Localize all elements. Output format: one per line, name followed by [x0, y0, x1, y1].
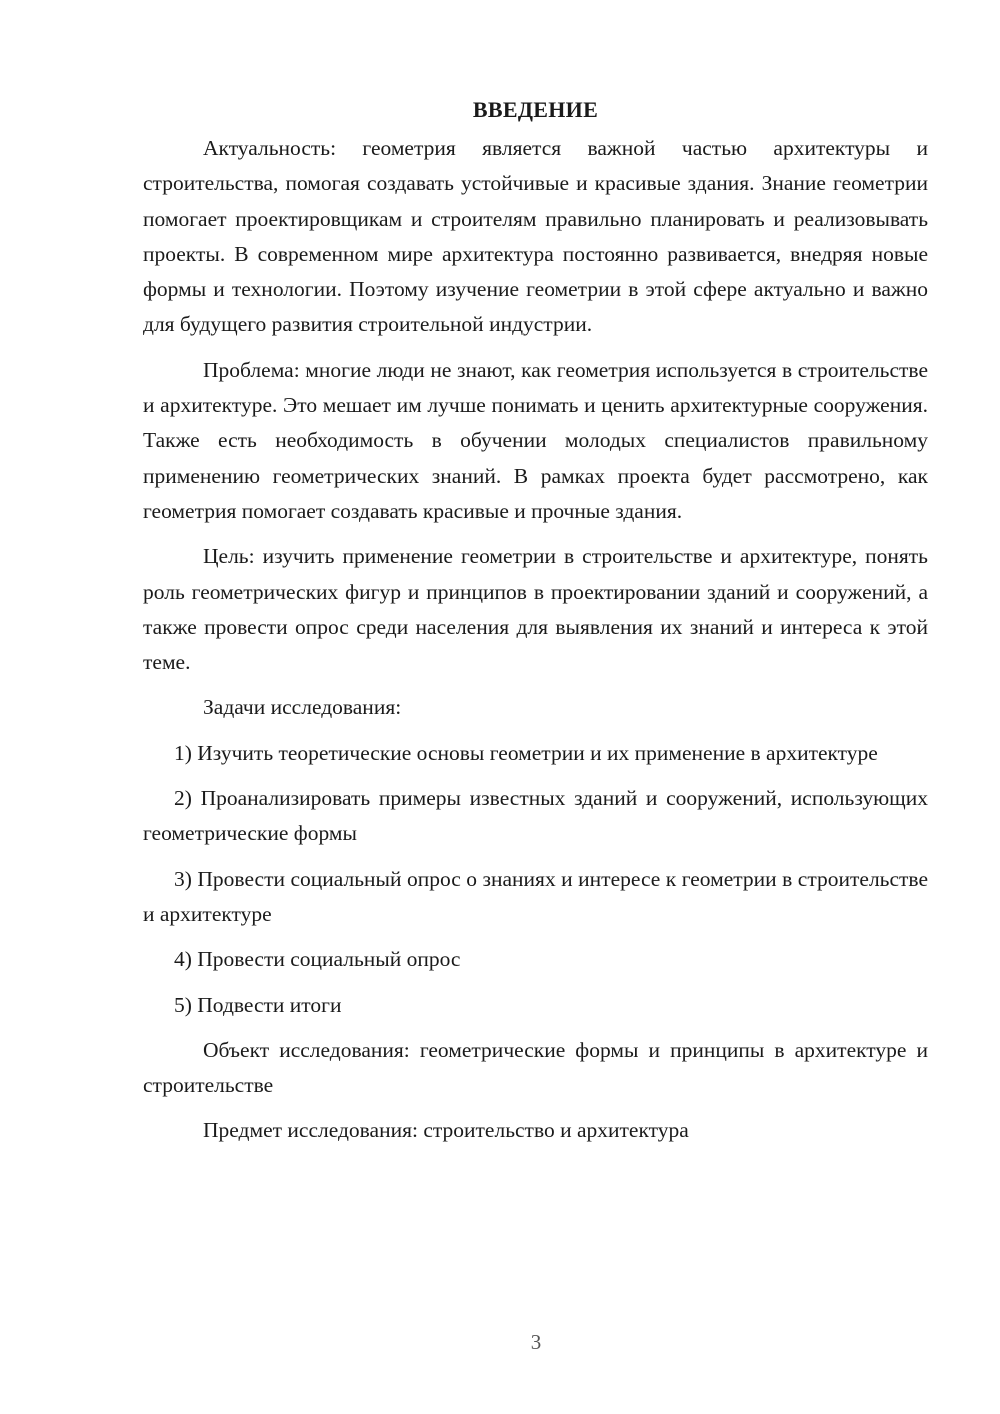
problem-paragraph: Проблема: многие люди не знают, как геометрия используется в строительстве и архитектуре. Это мешает им лучше понимать и ценить архитектурные сооружения. Также есть необходимость в обучении молодых специалистов правильному применению геометрических знаний. В рамках проекта будет рассмотрено, как геометрия помогает создавать красивые и прочные здания. — [143, 357, 928, 523]
page-number: 3 — [530, 1330, 542, 1354]
object-paragraph: Объект исследования: геометрические формы и принципы в архитектуре и строительстве — [143, 1037, 928, 1098]
task-item: 3) Провести социальный опрос о знаниях и интересе к геометрии в строительстве и архитектуре — [143, 866, 928, 926]
goal-paragraph: Цель: изучить применение геометрии в строительстве и архитектуре, понять роль геометрических фигур и принципов в проектировании зданий и сооружений, а также провести опрос среди населения для выявления их знаний и интереса к этой теме. — [143, 544, 928, 675]
task-item: 1) Изучить теоретические основы геометрии и их применение в архитектуре — [174, 740, 878, 765]
relevance-paragraph: Актуальность: геометрия является важной частью архитектуры и строительства, помогая создавать устойчивые и красивые здания. Знание геометрии помогает проектировщикам и строителям правильно планировать и реализовывать проекты. В современном мире архитектура постоянно развивается, внедряя новые формы и технологии. Поэтому изучение геометрии в этой сфере актуально и важно для будущего развития строительной индустрии. — [143, 136, 928, 337]
document-page — [143, 92, 928, 1159]
task-item: 5) Подвести итоги — [174, 992, 342, 1017]
task-item: 4) Провести социальный опрос — [174, 947, 461, 972]
section-heading: ВВЕДЕНИЕ — [472, 97, 599, 122]
tasks-label: Задачи исследования: — [203, 695, 402, 720]
tasks-list — [143, 736, 928, 1023]
task-item: 2) Проанализировать примеры известных зданий и сооружений, использующих геометрические формы — [143, 786, 928, 846]
subject-paragraph: Предмет исследования: строительство и архитектура — [203, 1118, 689, 1143]
